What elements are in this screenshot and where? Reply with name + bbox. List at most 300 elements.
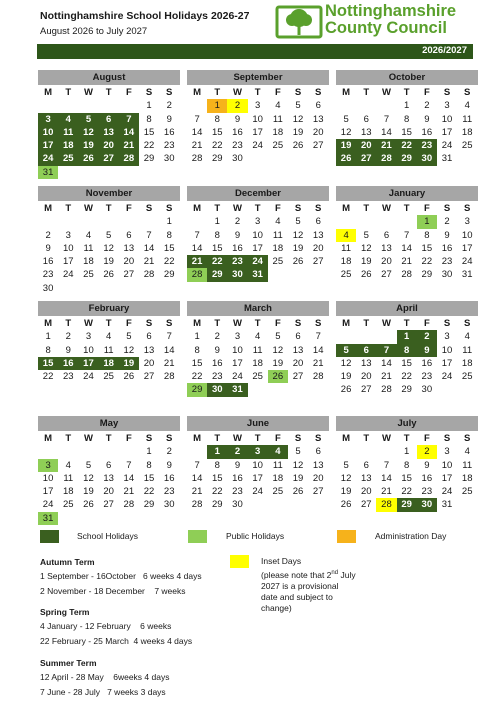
- weekday-label: T: [214, 433, 221, 444]
- weekday-label: T: [363, 87, 370, 98]
- weekday-label: W: [83, 318, 93, 329]
- day-cell: 2: [444, 216, 450, 228]
- weekday-label: M: [44, 87, 53, 98]
- day-cell: 24: [38, 152, 58, 165]
- day-cell: 30: [232, 499, 243, 511]
- weekday-label: T: [403, 433, 410, 444]
- empty-cell: [119, 215, 139, 228]
- day-cell: 13: [360, 472, 372, 484]
- day-cell: 18: [62, 486, 74, 498]
- day-cell: 24: [441, 371, 453, 383]
- day-cell: 10: [252, 113, 263, 125]
- empty-cell: [187, 445, 207, 458]
- day-cell: 15: [163, 242, 175, 254]
- day-cell: 17: [62, 256, 74, 268]
- day-cell: 21: [191, 486, 203, 498]
- weekday-label: F: [423, 433, 430, 444]
- month-april: [336, 301, 478, 397]
- day-cell: 25: [340, 269, 352, 281]
- day-cell: 8: [45, 344, 51, 356]
- day-cell: 26: [83, 499, 94, 511]
- day-cell: 26: [360, 269, 372, 281]
- day-cell: 4: [58, 113, 78, 126]
- day-cell: 9: [65, 344, 71, 356]
- weekday-label: F: [274, 203, 281, 214]
- day-cell: 24: [461, 256, 473, 268]
- day-cell: 14: [119, 126, 139, 139]
- day-cell: 4: [268, 445, 288, 458]
- day-cell: 28: [191, 153, 203, 165]
- month-july: [336, 416, 478, 512]
- day-cell: 1: [45, 331, 51, 343]
- day-cell: 30: [227, 268, 247, 281]
- day-cell: 18: [83, 256, 94, 268]
- day-cell: 24: [441, 140, 453, 152]
- day-cell: 8: [397, 344, 417, 357]
- weekday-label: M: [44, 433, 53, 444]
- weekday-label: S: [464, 318, 471, 329]
- day-cell: 3: [234, 331, 241, 343]
- day-cell: 1: [417, 215, 437, 228]
- weekday-label: M: [193, 87, 202, 98]
- day-cell: 17: [461, 242, 473, 254]
- day-cell: 5: [126, 331, 132, 343]
- weekday-label: S: [315, 87, 322, 98]
- day-cell: 12: [78, 126, 98, 139]
- day-cell: 31: [461, 269, 473, 281]
- day-cell: 23: [232, 486, 243, 498]
- day-cell: 15: [211, 126, 223, 138]
- day-cell: 23: [163, 140, 175, 152]
- day-cell: 11: [58, 126, 78, 139]
- day-cell: 12: [360, 242, 372, 254]
- day-cell: 20: [143, 357, 155, 369]
- month-march: [187, 301, 329, 397]
- day-cell: 29: [163, 269, 175, 281]
- empty-cell: [58, 99, 78, 112]
- day-cell: 29: [397, 152, 417, 165]
- page-subtitle: August 2026 to July 2027: [40, 26, 148, 37]
- day-cell: 4: [336, 229, 356, 242]
- day-cell: 19: [292, 472, 304, 484]
- day-cell: 7: [146, 229, 152, 241]
- empty-cell: [336, 445, 356, 458]
- day-cell: 18: [272, 472, 284, 484]
- weekday-label: S: [145, 433, 153, 444]
- day-cell: 7: [383, 459, 390, 471]
- day-cell: 5: [336, 344, 356, 357]
- summer-term-title: Summer Term: [40, 658, 97, 668]
- day-cell: 6: [356, 344, 376, 357]
- empty-cell: [38, 215, 58, 228]
- day-cell: 21: [187, 255, 207, 268]
- day-cell: 9: [166, 113, 172, 125]
- day-cell: 29: [421, 269, 433, 281]
- day-cell: 6: [99, 113, 119, 126]
- month-title: May: [38, 416, 180, 431]
- day-cell: 14: [123, 472, 135, 484]
- day-cell: 29: [401, 384, 412, 396]
- day-cell: 20: [312, 126, 324, 138]
- day-cell: 18: [340, 256, 352, 268]
- empty-cell: [187, 215, 207, 228]
- day-cell: 9: [45, 242, 51, 254]
- weekday-label: T: [105, 433, 112, 444]
- day-cell: 20: [312, 472, 324, 484]
- day-cell: 25: [62, 499, 74, 511]
- day-cell: 31: [248, 268, 268, 281]
- day-cell: 31: [38, 512, 58, 525]
- weekday-label: T: [363, 318, 370, 329]
- day-cell: 3: [248, 445, 268, 458]
- day-cell: 2: [417, 445, 437, 458]
- day-cell: 11: [103, 344, 114, 356]
- day-cell: 29: [187, 383, 207, 396]
- day-cell: 8: [404, 459, 410, 471]
- day-cell: 28: [312, 371, 324, 383]
- day-cell: 27: [103, 499, 114, 511]
- day-cell: 4: [275, 100, 281, 112]
- month-days-grid: [38, 317, 180, 383]
- weekday-label: T: [403, 87, 410, 98]
- day-cell: 12: [340, 472, 352, 484]
- day-cell: 27: [381, 269, 392, 281]
- empty-cell: [119, 99, 139, 112]
- day-cell: 5: [343, 459, 349, 471]
- day-cell: 18: [461, 472, 473, 484]
- day-cell: 9: [166, 459, 172, 471]
- day-cell: 30: [417, 498, 437, 511]
- weekday-label: S: [443, 87, 451, 98]
- day-cell: 15: [401, 472, 412, 484]
- day-cell: 22: [143, 486, 155, 498]
- day-cell: 29: [397, 498, 417, 511]
- day-cell: 19: [292, 126, 304, 138]
- empty-cell: [78, 99, 98, 112]
- day-cell: 19: [336, 139, 356, 152]
- day-cell: 19: [360, 256, 372, 268]
- weekday-label: T: [254, 203, 261, 214]
- day-cell: 4: [106, 331, 112, 343]
- weekday-label: S: [166, 433, 173, 444]
- legend-school-swatch: [40, 530, 59, 543]
- day-cell: 20: [103, 486, 114, 498]
- day-cell: 3: [85, 331, 92, 343]
- day-cell: 21: [312, 357, 324, 369]
- day-cell: 16: [232, 242, 243, 254]
- day-cell: 19: [83, 486, 94, 498]
- day-cell: 6: [126, 229, 132, 241]
- month-days-grid: [336, 432, 478, 512]
- autumn-term-line2: 2 November - 18 December 7 weeks: [40, 586, 186, 596]
- day-cell: 10: [38, 126, 58, 139]
- day-cell: 4: [464, 100, 470, 112]
- day-cell: 20: [99, 139, 119, 152]
- day-cell: 11: [341, 242, 352, 254]
- day-cell: 10: [252, 459, 263, 471]
- day-cell: 27: [360, 384, 372, 396]
- day-cell: 2: [424, 100, 430, 112]
- weekday-label: S: [294, 433, 302, 444]
- day-cell: 13: [312, 459, 324, 471]
- day-cell: 12: [272, 344, 284, 356]
- summer-term-line2: 7 June - 28 July 7 weeks 3 days: [40, 687, 166, 697]
- logo-line-2: County Council: [325, 19, 447, 37]
- weekday-label: S: [166, 87, 173, 98]
- day-cell: 15: [401, 357, 412, 369]
- day-cell: 1: [214, 216, 220, 228]
- weekday-label: M: [193, 433, 202, 444]
- day-cell: 10: [441, 459, 453, 471]
- day-cell: 12: [340, 126, 352, 138]
- empty-cell: [78, 445, 98, 458]
- day-cell: 24: [441, 486, 453, 498]
- weekday-label: S: [464, 87, 471, 98]
- weekday-label: M: [44, 203, 53, 214]
- day-cell: 1: [146, 446, 152, 458]
- day-cell: 16: [163, 472, 175, 484]
- weekday-label: S: [166, 203, 173, 214]
- day-cell: 18: [99, 357, 119, 370]
- weekday-label: F: [274, 433, 281, 444]
- weekday-label: F: [125, 318, 132, 329]
- weekday-label: F: [423, 318, 430, 329]
- empty-cell: [336, 215, 356, 228]
- day-cell: 9: [234, 113, 241, 125]
- day-cell: 16: [441, 242, 453, 254]
- day-cell: 1: [207, 99, 227, 112]
- day-cell: 8: [404, 113, 410, 125]
- day-cell: 3: [65, 229, 71, 241]
- legend-admin-swatch: [337, 530, 356, 543]
- day-cell: 7: [194, 113, 200, 125]
- day-cell: 7: [166, 331, 172, 343]
- day-cell: 21: [123, 486, 135, 498]
- day-cell: 13: [103, 472, 114, 484]
- day-cell: 9: [424, 113, 430, 125]
- day-cell: 8: [166, 229, 172, 241]
- month-days-grid: [187, 202, 329, 282]
- weekday-label: S: [315, 203, 322, 214]
- day-cell: 25: [461, 486, 473, 498]
- weekday-label: T: [65, 203, 72, 214]
- empty-cell: [397, 215, 417, 228]
- month-december: [187, 186, 329, 282]
- day-cell: 17: [38, 139, 58, 152]
- legend-admin-label: Administration Day: [375, 531, 447, 541]
- weekday-label: W: [83, 203, 93, 214]
- weekday-label: W: [83, 433, 93, 444]
- day-cell: 6: [295, 331, 301, 343]
- day-cell: 4: [464, 446, 470, 458]
- weekday-label: M: [44, 318, 53, 329]
- day-cell: 2: [65, 331, 71, 343]
- empty-cell: [78, 215, 98, 228]
- weekday-label: W: [232, 203, 242, 214]
- day-cell: 19: [340, 371, 352, 383]
- month-title: January: [336, 186, 478, 201]
- day-cell: 13: [143, 344, 155, 356]
- day-cell: 13: [360, 357, 372, 369]
- day-cell: 30: [163, 153, 175, 165]
- day-cell: 1: [404, 100, 410, 112]
- day-cell: 15: [143, 126, 155, 138]
- inset-note-sup: nd: [331, 570, 339, 576]
- day-cell: 10: [441, 113, 453, 125]
- day-cell: 23: [421, 486, 433, 498]
- day-cell: 30: [163, 499, 175, 511]
- day-cell: 5: [85, 459, 92, 471]
- inset-note-line4: change): [261, 603, 292, 614]
- day-cell: 30: [417, 152, 437, 165]
- day-cell: 22: [163, 256, 175, 268]
- day-cell: 10: [252, 229, 263, 241]
- day-cell: 15: [211, 472, 223, 484]
- day-cell: 25: [252, 371, 263, 383]
- day-cell: 30: [42, 282, 54, 294]
- day-cell: 18: [272, 242, 284, 254]
- day-cell: 26: [103, 269, 114, 281]
- day-cell: 24: [248, 255, 268, 268]
- day-cell: 17: [252, 126, 263, 138]
- page-title: Nottinghamshire School Holidays 2026-27: [40, 10, 250, 22]
- day-cell: 17: [252, 472, 263, 484]
- weekday-label: M: [342, 433, 351, 444]
- weekday-label: W: [381, 203, 391, 214]
- day-cell: 21: [401, 256, 412, 268]
- weekday-label: M: [193, 318, 202, 329]
- day-cell: 17: [78, 357, 98, 370]
- day-cell: 2: [227, 445, 247, 458]
- day-cell: 15: [421, 242, 433, 254]
- month-title: September: [187, 70, 329, 85]
- empty-cell: [99, 215, 119, 228]
- day-cell: 1: [404, 446, 410, 458]
- weekday-label: T: [65, 87, 72, 98]
- day-cell: 8: [146, 459, 152, 471]
- day-cell: 13: [123, 242, 135, 254]
- day-cell: 12: [292, 229, 304, 241]
- day-cell: 23: [42, 269, 54, 281]
- day-cell: 2: [166, 100, 172, 112]
- day-cell: 16: [421, 126, 433, 138]
- month-title: March: [187, 301, 329, 316]
- day-cell: 29: [211, 499, 223, 511]
- day-cell: 23: [227, 255, 247, 268]
- summer-term: [40, 658, 169, 697]
- day-cell: 18: [58, 139, 78, 152]
- legend-public-swatch: [188, 530, 207, 543]
- day-cell: 5: [295, 216, 301, 228]
- weekday-label: W: [232, 433, 242, 444]
- weekday-label: F: [423, 203, 430, 214]
- day-cell: 4: [275, 216, 281, 228]
- day-cell: 6: [383, 229, 390, 241]
- weekday-label: T: [403, 203, 410, 214]
- month-may: [38, 416, 180, 525]
- day-cell: 14: [191, 472, 203, 484]
- day-cell: 31: [38, 166, 58, 179]
- day-cell: 23: [421, 371, 433, 383]
- day-cell: 12: [103, 242, 114, 254]
- month-title: November: [38, 186, 180, 201]
- day-cell: 14: [381, 472, 392, 484]
- day-cell: 22: [421, 256, 433, 268]
- day-cell: 3: [444, 100, 450, 112]
- day-cell: 30: [207, 383, 227, 396]
- weekday-label: S: [294, 87, 302, 98]
- day-cell: 24: [83, 371, 94, 383]
- empty-cell: [376, 99, 396, 112]
- day-cell: 18: [252, 357, 263, 369]
- empty-cell: [356, 445, 376, 458]
- day-cell: 2: [166, 446, 172, 458]
- day-cell: 26: [292, 256, 304, 268]
- day-cell: 24: [252, 140, 263, 152]
- day-cell: 21: [143, 256, 155, 268]
- day-cell: 8: [146, 113, 152, 125]
- day-cell: 28: [381, 384, 392, 396]
- day-cell: 20: [381, 256, 392, 268]
- day-cell: 6: [146, 331, 152, 343]
- day-cell: 16: [42, 256, 54, 268]
- day-cell: 1: [166, 216, 172, 228]
- day-cell: 26: [268, 370, 288, 383]
- day-cell: 18: [272, 126, 284, 138]
- day-cell: 18: [461, 357, 473, 369]
- weekday-label: F: [274, 87, 281, 98]
- day-cell: 11: [462, 459, 473, 471]
- day-cell: 15: [191, 357, 203, 369]
- day-cell: 5: [343, 113, 349, 125]
- day-cell: 7: [194, 459, 200, 471]
- month-title: December: [187, 186, 329, 201]
- day-cell: 27: [312, 140, 324, 152]
- day-cell: 9: [417, 344, 437, 357]
- day-cell: 20: [360, 486, 372, 498]
- day-cell: 23: [163, 486, 175, 498]
- day-cell: 31: [227, 383, 247, 396]
- day-cell: 21: [381, 371, 392, 383]
- day-cell: 13: [99, 126, 119, 139]
- month-september: [187, 70, 329, 166]
- month-june: [187, 416, 329, 512]
- weekday-label: S: [315, 318, 322, 329]
- month-days-grid: [336, 202, 478, 282]
- day-cell: 28: [191, 499, 203, 511]
- weekday-label: T: [105, 318, 112, 329]
- day-cell: 26: [340, 384, 352, 396]
- day-cell: 3: [464, 216, 470, 228]
- day-cell: 27: [99, 152, 119, 165]
- month-title: June: [187, 416, 329, 431]
- day-cell: 5: [363, 229, 369, 241]
- day-cell: 29: [207, 268, 227, 281]
- weekday-label: F: [125, 203, 132, 214]
- day-cell: 22: [191, 371, 203, 383]
- day-cell: 17: [441, 126, 453, 138]
- day-cell: 27: [360, 499, 372, 511]
- day-cell: 28: [163, 371, 175, 383]
- day-cell: 26: [292, 486, 304, 498]
- day-cell: 21: [191, 140, 203, 152]
- council-logo: [275, 3, 475, 43]
- day-cell: 19: [119, 357, 139, 370]
- day-cell: 23: [232, 140, 243, 152]
- weekday-label: T: [403, 318, 410, 329]
- day-cell: 8: [424, 229, 430, 241]
- day-cell: 21: [163, 357, 175, 369]
